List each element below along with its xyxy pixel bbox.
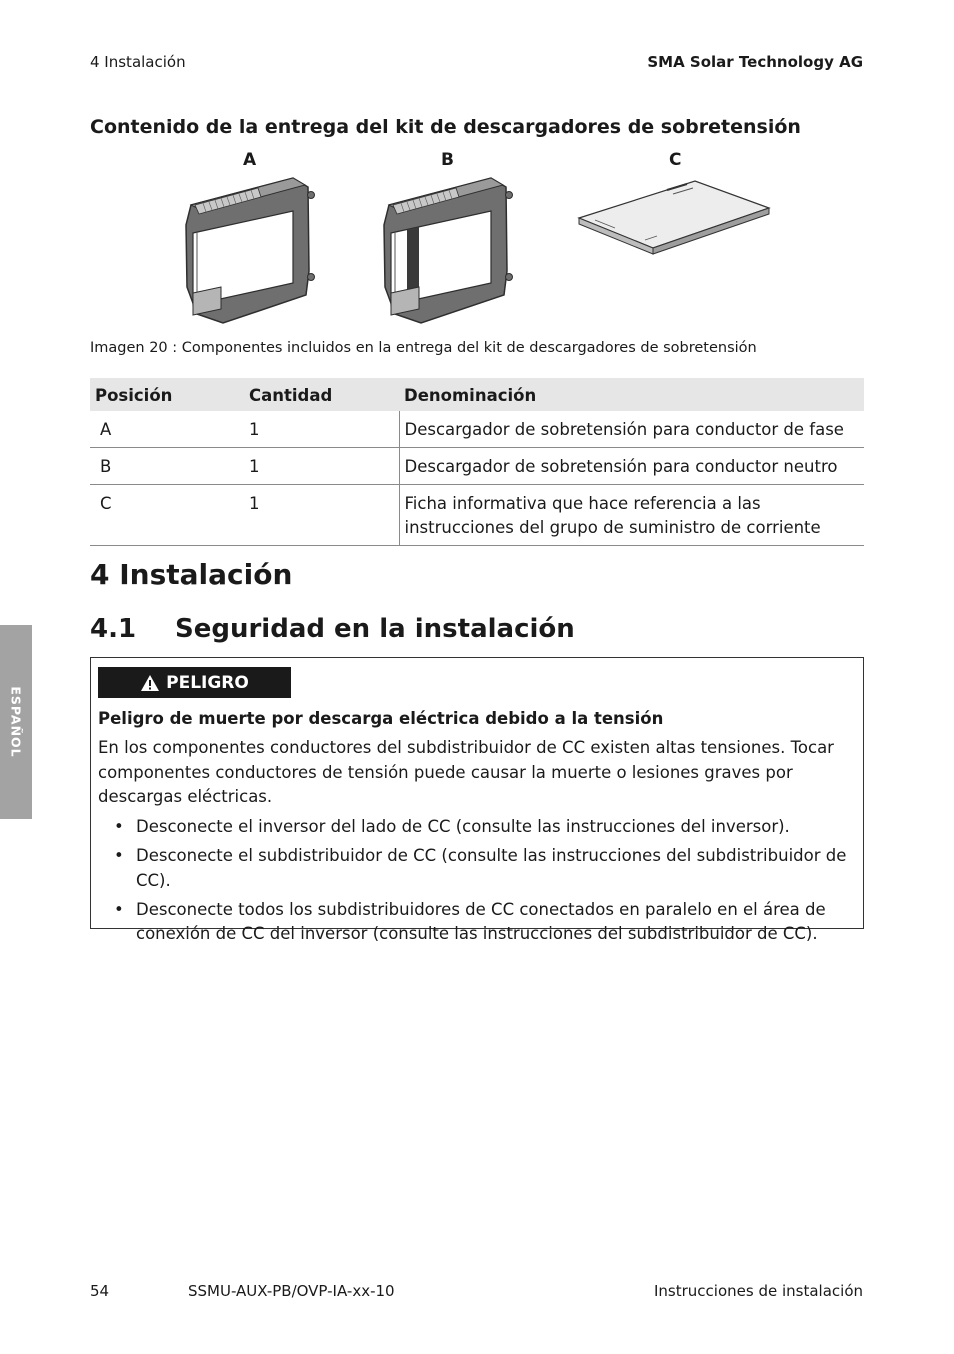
header-company: SMA Solar Technology AG	[647, 53, 863, 71]
figure-label-b: B	[441, 150, 454, 170]
danger-warning-box	[90, 657, 864, 943]
section-title: Contenido de la entrega del kit de descargadores de sobretensión	[90, 116, 801, 138]
warning-body: En los componentes conductores del subdistribuidor de CC existen altas tensiones. Tocar componentes conductores de tensión puede causar la muerte o lesiones graves por descargas eléctricas.	[98, 738, 834, 806]
column-header-quantity: Cantidad	[244, 378, 399, 411]
cell-position: B	[90, 448, 244, 485]
subsection-heading: Seguridad en la instalación	[175, 614, 575, 644]
table-header-row	[90, 378, 864, 411]
list-item: • Desconecte el subdistribuidor de CC (consulte las instrucciones del subdistribuidor de CC).	[114, 846, 847, 890]
cell-designation: Ficha informativa que hace referencia a las instrucciones del grupo de suministro de corriente	[399, 485, 864, 546]
warning-bullet-list	[98, 815, 858, 951]
header-chapter: 4 Instalación	[90, 53, 186, 71]
bullet-text: Desconecte todos los subdistribuidores de CC conectados en paralelo en el área de conexión de CC del inversor (consulte las instrucciones del subdistribuidor de CC).	[136, 899, 826, 943]
table-row	[90, 485, 864, 546]
language-label: ESPAÑOL	[8, 686, 24, 758]
delivery-contents-table	[90, 378, 864, 546]
warning-title: Peligro de muerte por descarga eléctrica debido a la tensión	[98, 709, 664, 728]
warning-triangle-icon	[140, 674, 160, 692]
figure-label-a: A	[243, 150, 257, 170]
footer-document-code: SSMU-AUX-PB/OVP-IA-xx-10	[188, 1282, 395, 1300]
cell-quantity: 1	[244, 411, 399, 448]
cell-designation: Descargador de sobretensión para conductor de fase	[399, 411, 864, 448]
cell-position: A	[90, 411, 244, 448]
cell-designation: Descargador de sobretensión para conductor neutro	[399, 448, 864, 485]
info-sheet-illustration	[575, 178, 773, 256]
figure-label-c: C	[669, 150, 682, 170]
table-row	[90, 448, 864, 485]
cell-position: C	[90, 485, 244, 546]
footer-page-number: 54	[90, 1282, 110, 1300]
surge-arrester-neutral-illustration	[381, 175, 516, 327]
figure-caption: Imagen 20 : Componentes incluidos en la entrega del kit de descargadores de sobretensión	[90, 340, 757, 356]
language-side-tab	[0, 625, 32, 819]
cell-quantity: 1	[244, 485, 399, 546]
column-header-position: Posición	[90, 378, 244, 411]
danger-badge-label: PELIGRO	[166, 672, 249, 693]
chapter-heading: 4 Instalación	[90, 558, 293, 591]
cell-quantity: 1	[244, 448, 399, 485]
bullet-text: Desconecte el subdistribuidor de CC (consulte las instrucciones del subdistribuidor de CC).	[136, 846, 847, 890]
danger-badge	[98, 667, 291, 698]
bullet-text: Desconecte el inversor del lado de CC (consulte las instrucciones del inversor).	[136, 817, 790, 836]
table-row	[90, 411, 864, 448]
subsection-number: 4.1	[90, 614, 137, 644]
list-item: • Desconecte todos los subdistribuidores de CC conectados en paralelo en el área de conexión de CC del inversor (consulte las instrucciones del subdistribuidor de CC).	[114, 899, 826, 943]
footer-document-type: Instrucciones de instalación	[654, 1282, 863, 1300]
surge-arrester-phase-illustration	[183, 175, 318, 327]
list-item: • Desconecte el inversor del lado de CC (consulte las instrucciones del inversor).	[114, 817, 790, 836]
column-header-designation: Denominación	[399, 378, 864, 411]
